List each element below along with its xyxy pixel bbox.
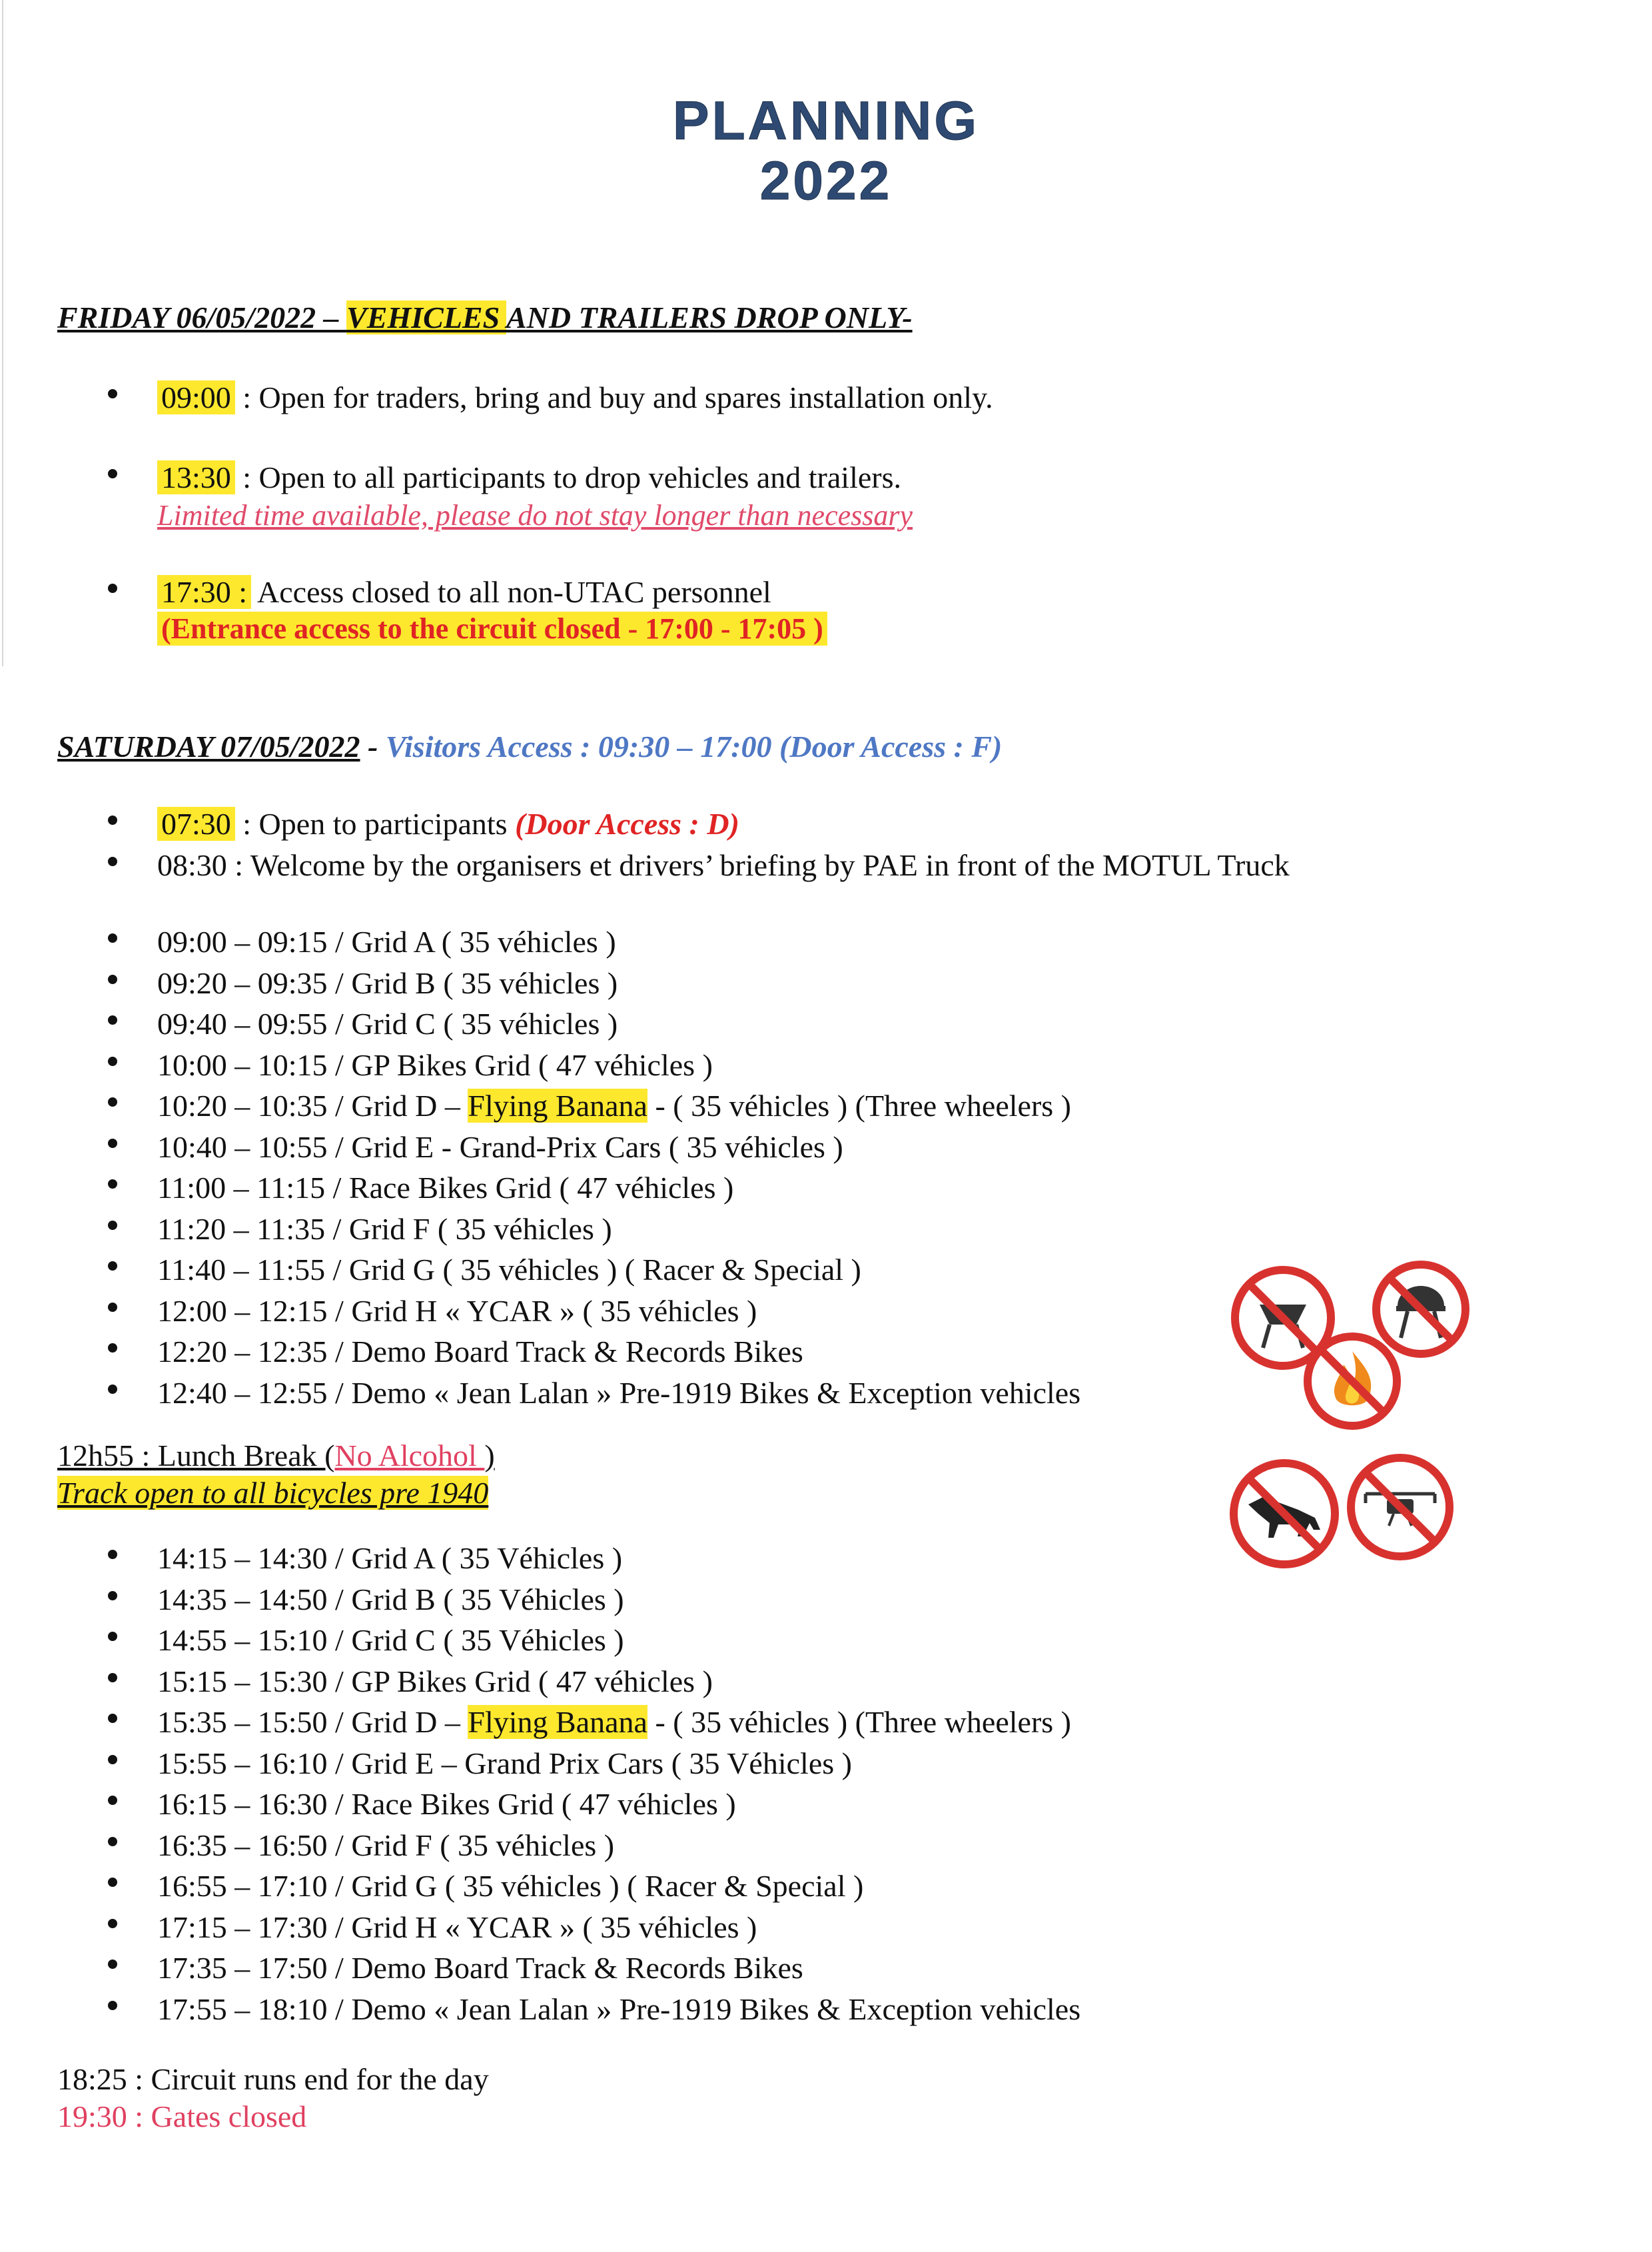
- lunch-break: 12h55 : Lunch Break (No Alcohol ): [57, 1438, 495, 1472]
- no-drones-icon: [1346, 1452, 1455, 1562]
- bullet: [108, 1303, 117, 1312]
- bullet: [108, 1221, 117, 1230]
- planning-page: PLANNING 2022 FRIDAY 06/05/2022 – VEHICLES AND TRAILERS DROP ONLY- 09:00 : Open for traders, bring and buy and spares installation only. 13:30 : Open to all participants to drop vehicles and trailers. Limited time available, please do not stay longer than necessary 17:30 : Access closed to all non-UTAC personnel (Entrance access to the circuit closed - 17:00 - 17:05 ) SATURDAY 07/05/2022 - Visitors Access : 09:30 – 17:00 (Door Access : F) 07:30 : Open to participants (Door Access : D) 08:30 : Welcome by the organisers et drivers’ briefing by PAE in front of the MOTUL Truck 09:00 – 09:15 / Grid A ( 35 véhicles ) 09:20 – 09:35 / Grid B ( 35 véhicles ) 09:40 – 09:55 / Grid C ( 35 véhicles ) 10:00 – 10:15 / GP Bikes Grid ( 47 véhicles ) 10:20 – 10:35 / Grid D – Flying Banana - ( 35 véhicles ) (Three wheelers ) 10:40 – 10:55 / Grid E - Grand-Prix Cars ( 35 véhicles ) 11:00 – 11:15 / Race Bikes Grid ( 47 véhicles ) 11:20 – 11:35 / Grid F ( 35 véhicles ) 11:40 – 11:55 / Grid G ( 35 véhicles ) ( Racer & Special ) 12:00 – 12:15 / Grid H « YCAR » ( 35 véhicles ) 12:20 – 12:35 / Demo Board Track & Records Bikes 12:40 – 12:55 / Demo « Jean Lalan » Pre-1919 Bikes & Exception vehicles 12h55 : Lunch Break (No Alcohol ) Track open to all bicycles pre 1940 14:15 – 14:30 / Grid A ( 35 Véhicles ) 14:35 – 14:50 / Grid B ( 35 Véhicles ) 14:55 – 15:10 / Grid C ( 35 Véhicles ) 15:15 – 15:30 / GP Bikes Grid ( 47 véhicles ) 15:35 – 15:50 / Grid D – Flying Banana - ( 35 véhicles ) (Three wheelers ) 15:55 – 16:10 / Grid E – Grand Prix Cars ( 35 Véhicles ) 16:15 – 16:30 / Race Bikes Grid ( 47 véhicles ) 16:35 – 16:50 / Grid F ( 35 véhicles ) 16:55 – 17:10 / Grid G ( 35 véhicles ) ( Racer & Special ) 17:15 – 17:30 / Grid H « YCAR » ( 35 véhicles ) 17:35 – 17:50 / Demo Board Track & Records Bikes 17:55 – 18:10 / Demo « Jean Lalan » Pre-1919 Bikes & Exception vehicles 18:25 : Circuit runs end for the day 19:30 : Gates closed: [0, 0, 1652, 2252]
- bullet: [108, 1878, 117, 1887]
- time-highlight: 09:00: [157, 380, 235, 414]
- time-highlight: 17:30 :: [157, 575, 251, 609]
- bullet: [108, 469, 117, 478]
- circuit-runs-end: 18:25 : Circuit runs end for the day: [57, 2062, 489, 2096]
- bullet: [108, 933, 117, 943]
- flying-banana-highlight: Flying Banana: [468, 1089, 647, 1123]
- bullet: [108, 2001, 117, 2010]
- no-fire-icon: [1302, 1331, 1402, 1431]
- bullet: [108, 1673, 117, 1682]
- page-year: 2022: [759, 151, 893, 211]
- friday-header: FRIDAY 06/05/2022 – VEHICLES AND TRAILERS DROP ONLY-: [57, 300, 913, 334]
- bullet: [108, 975, 117, 984]
- gates-closed: 19:30 : Gates closed: [57, 2099, 307, 2133]
- bullet: [108, 1837, 117, 1846]
- bicycles-note: Track open to all bicycles pre 1940: [57, 1476, 489, 1510]
- bullet: [108, 857, 117, 866]
- saturday-header: SATURDAY 07/05/2022 - Visitors Access : 09:30 – 17:00 (Door Access : F): [57, 730, 1003, 764]
- flying-banana-highlight: Flying Banana: [468, 1705, 647, 1739]
- bullet: [108, 1343, 117, 1353]
- door-access-d: (Door Access : D): [515, 807, 739, 841]
- no-dogs-icon: [1228, 1458, 1340, 1570]
- bullet: [108, 1097, 117, 1107]
- bullet: [108, 1015, 117, 1025]
- bullet: [108, 1714, 117, 1723]
- page-title: PLANNING: [672, 91, 980, 151]
- bullet: [108, 816, 117, 825]
- bullet: [108, 584, 117, 593]
- no-alcohol: No Alcohol: [334, 1438, 485, 1472]
- bullet: [108, 1755, 117, 1764]
- bullet: [108, 1057, 117, 1066]
- bullet: [108, 1796, 117, 1805]
- bullet: [108, 1179, 117, 1189]
- time-highlight: 13:30: [157, 460, 235, 494]
- bullet: [108, 1550, 117, 1559]
- bullet: [108, 1919, 117, 1928]
- vehicles-highlight: VEHICLES: [346, 300, 506, 334]
- bullet: [108, 1385, 117, 1394]
- bullet: [108, 1632, 117, 1641]
- bullet: [108, 1591, 117, 1600]
- bullet: [108, 1139, 117, 1148]
- visitors-access: Visitors Access : 09:30 – 17:00 (Door Access : F): [385, 730, 1003, 764]
- limited-time-note: Limited time available, please do not stay longer than necessary: [157, 499, 913, 532]
- bullet: [108, 1960, 117, 1969]
- entrance-closed-note: (Entrance access to the circuit closed - 17:00 - 17:05 ): [157, 612, 827, 646]
- time-highlight: 07:30: [157, 807, 235, 841]
- bullet: [108, 389, 117, 398]
- bullet: [108, 1261, 117, 1271]
